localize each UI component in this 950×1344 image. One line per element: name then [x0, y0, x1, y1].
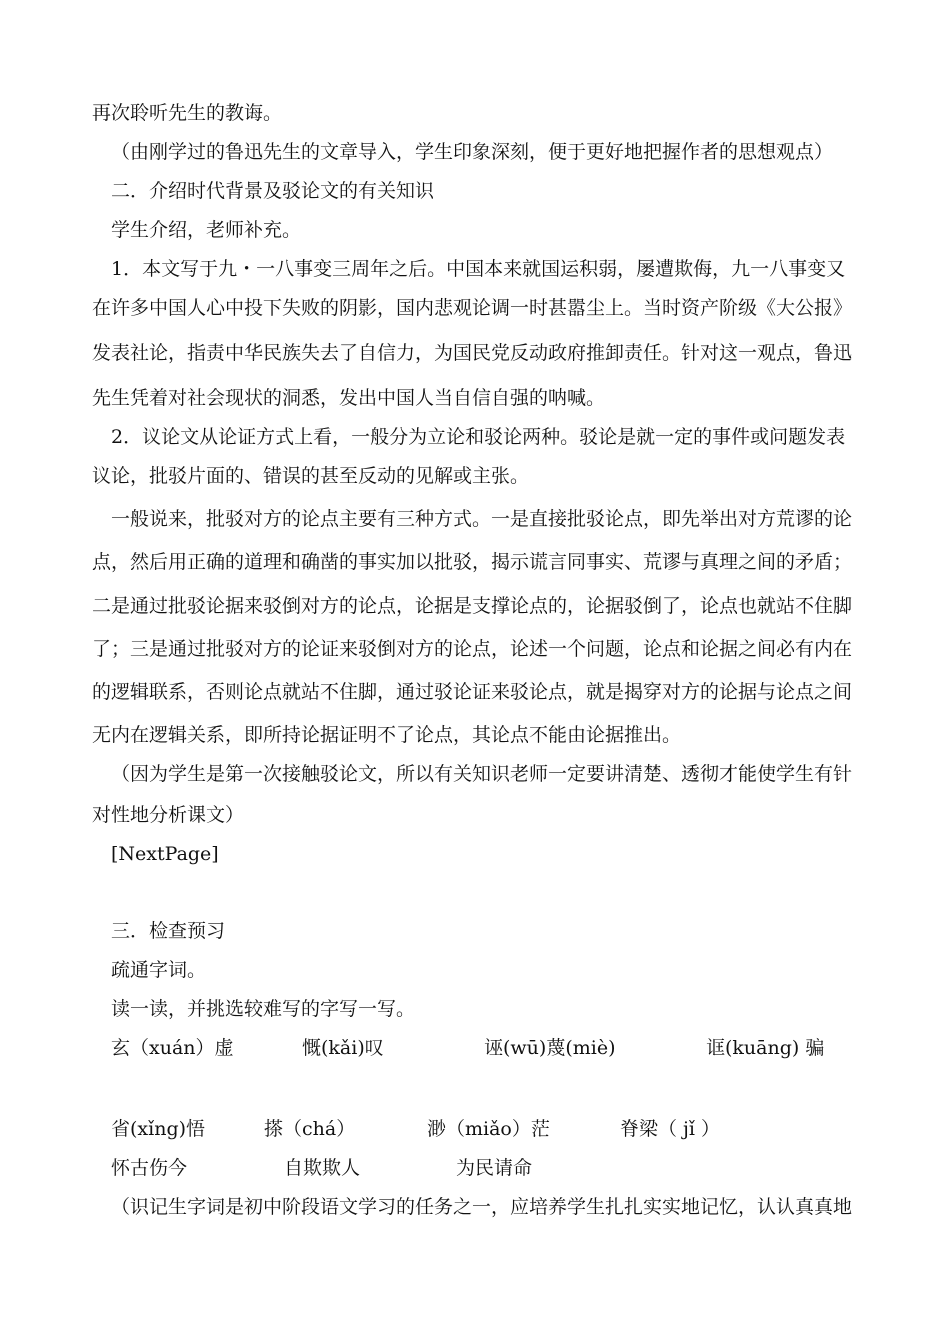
- text-line: 在许多中国人心中投下失败的阴影，国内悲观论调一时甚嚣尘上。当时资产阶级《大公报》: [92, 297, 853, 319]
- vocab-item: 搽（chá）: [264, 1118, 356, 1140]
- vocab-item: 省(xǐng)悟: [111, 1118, 206, 1140]
- vocab-item: 为民请命: [456, 1157, 533, 1179]
- text-line: 先生凭着对社会现状的洞悉，发出中国人当自信自强的呐喊。: [92, 387, 606, 409]
- teaching-note: （由刚学过的鲁迅先生的文章导入，学生印象深刻，便于更好地把握作者的思想观点）: [111, 141, 834, 163]
- text-line: 的逻辑联系，否则论点就站不住脚，通过驳论证来驳论点，就是揭穿对方的论据与论点之间: [92, 681, 853, 703]
- teaching-note: （识记生字词是初中阶段语文学习的任务之一，应培养学生扎扎实实地记忆，认认真真地: [111, 1196, 853, 1218]
- vocab-item: 慨(kǎi)叹: [302, 1037, 384, 1059]
- teaching-note: （因为学生是第一次接触驳论文，所以有关知识老师一定要讲清楚、透彻才能使学生有针: [111, 763, 853, 785]
- text-line: 议论，批驳片面的、错误的甚至反动的见解或主张。: [92, 465, 530, 487]
- vocab-item: 诓(kuāng) 骗: [706, 1037, 825, 1059]
- text-line: 学生介绍，老师补充。: [111, 219, 302, 241]
- text-line: 再次聆听先生的教诲。: [92, 102, 283, 124]
- text-line: 了；三是通过批驳对方的论证来驳倒对方的论点，论述一个问题，论点和论据之间必有内在: [92, 638, 853, 660]
- text-line: 2．议论文从论证方式上看，一般分为立论和驳论两种。驳论是就一定的事件或问题发表: [111, 426, 846, 448]
- page-break-marker: [NextPage]: [111, 843, 219, 865]
- section-heading: 二．介绍时代背景及驳论文的有关知识: [111, 180, 435, 202]
- text-line: 点，然后用正确的道理和确凿的事实加以批驳，揭示谎言同事实、荒谬与真理之间的矛盾；: [92, 551, 853, 573]
- vocab-item: 自欺欺人: [284, 1157, 361, 1179]
- text-line: 发表社论，指责中华民族失去了自信力，为国民党反动政府推卸责任。针对这一观点，鲁迅: [92, 342, 853, 364]
- vocab-item: 脊梁（ jǐ ）: [620, 1118, 721, 1140]
- text-line: 1．本文写于九・一八事变三周年之后。中国本来就国运积弱，屡遭欺侮，九一八事变又: [111, 258, 846, 280]
- section-heading: 三．检查预习: [111, 920, 226, 942]
- teaching-note: 对性地分析课文）: [92, 804, 245, 826]
- text-line: 一般说来，批驳对方的论点主要有三种方式。一是直接批驳论点，即先举出对方荒谬的论: [111, 508, 853, 530]
- text-line: 疏通字词。: [111, 959, 207, 981]
- text-line: 读一读，并挑选较难写的字写一写。: [111, 998, 416, 1020]
- text-line: 二是通过批驳论据来驳倒对方的论点，论据是支撑论点的，论据驳倒了，论点也就站不住脚: [92, 595, 853, 617]
- vocab-item: 怀古伤今: [111, 1157, 188, 1179]
- vocab-item: 玄（xuán）虚: [111, 1037, 234, 1059]
- text-line: 无内在逻辑关系，即所持论据证明不了论点，其论点不能由论据推出。: [92, 724, 682, 746]
- vocab-item: 诬(wū)蔑(miè): [484, 1037, 616, 1059]
- vocab-item: 渺（miǎo）茫: [427, 1118, 550, 1140]
